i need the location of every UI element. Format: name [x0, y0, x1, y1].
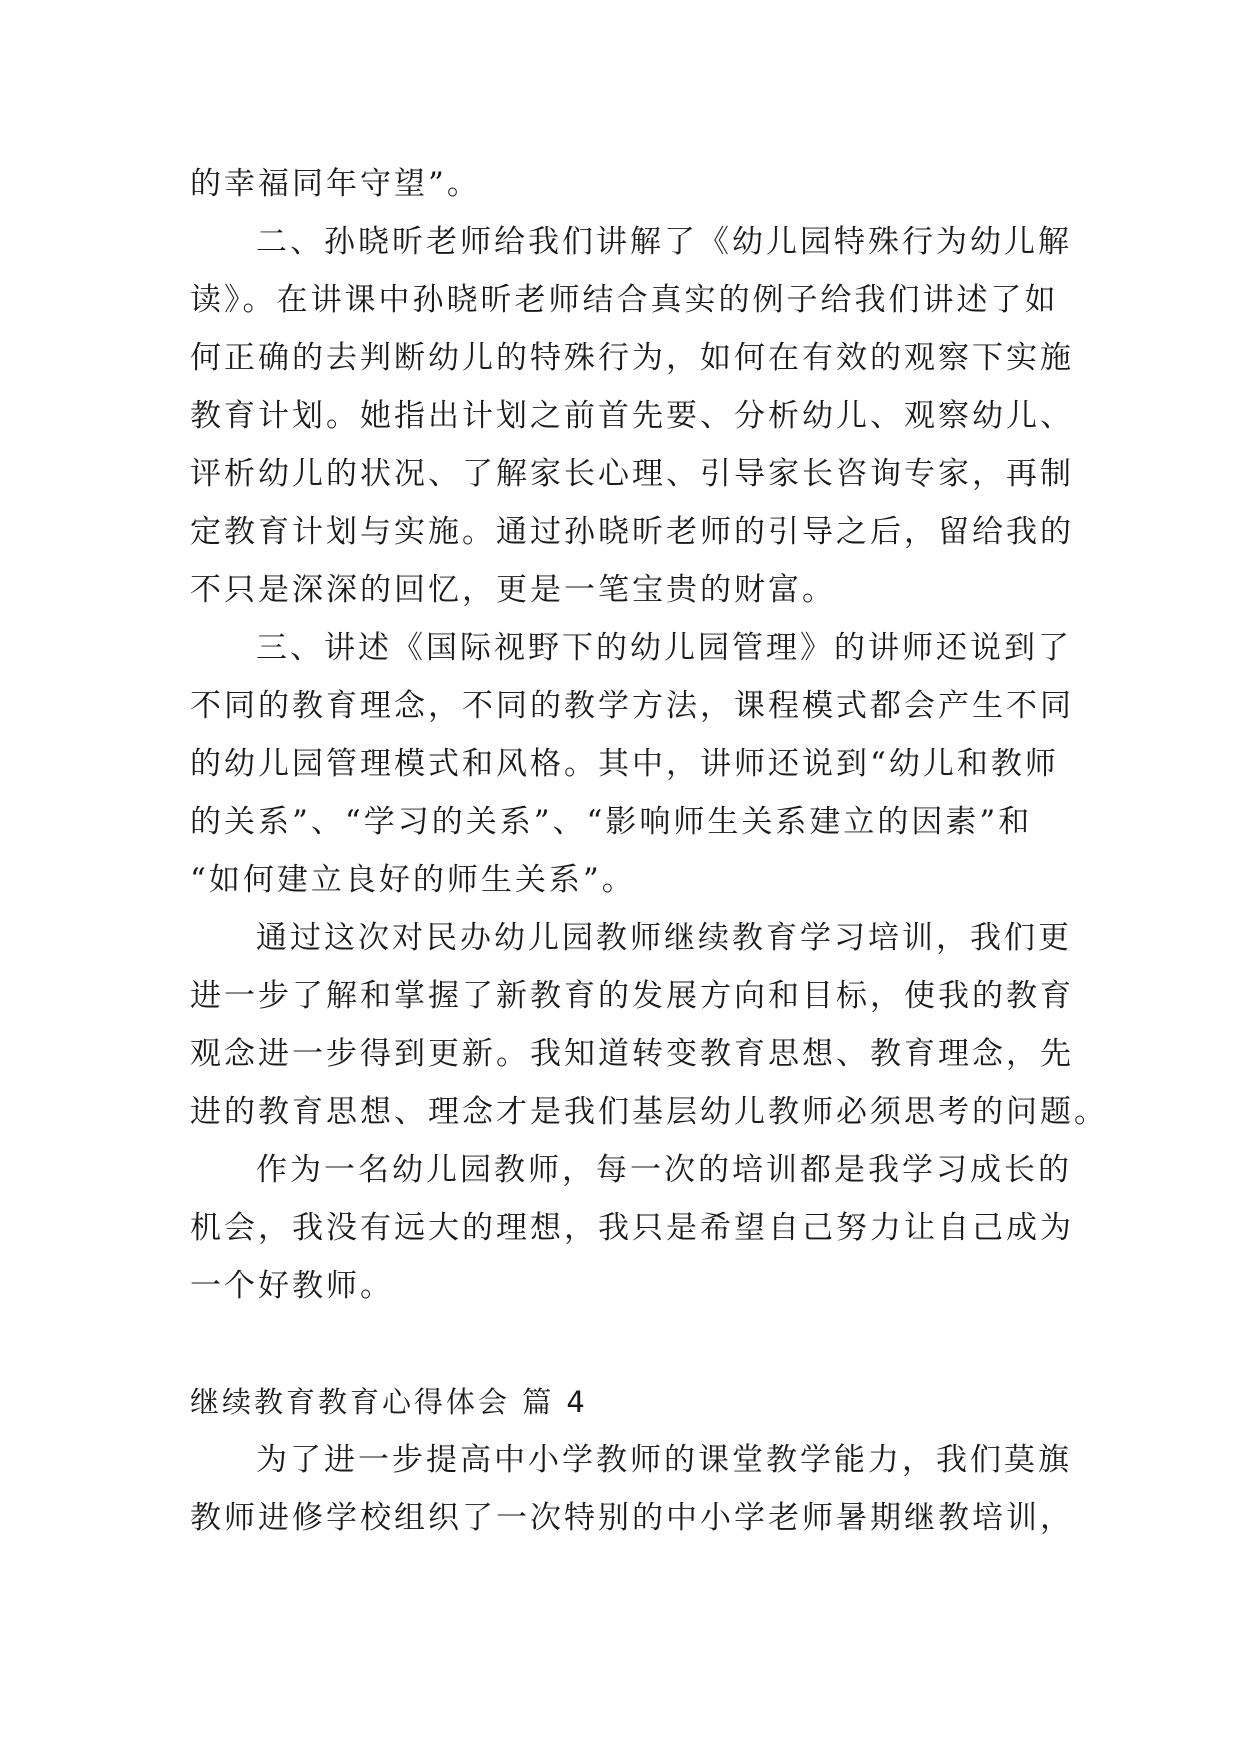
paragraph-line: 评析幼儿的状况、了解家长心理、引导家长咨询专家，再制	[190, 456, 1074, 492]
paragraph-line: 的幼儿园管理模式和风格。其中，讲师还说到“幼儿和教师	[190, 746, 1059, 782]
paragraph-line: 不同的教育理念，不同的教学方法，课程模式都会产生不同	[190, 688, 1074, 724]
paragraph-line: 读》。在讲课中孙晓昕老师结合真实的例子给我们讲述了如	[190, 282, 1059, 318]
document-body	[190, 155, 1108, 1547]
paragraph-line: 的幸福同年守望”。	[190, 166, 481, 202]
paragraph-line: 定教育计划与实施。通过孙晓昕老师的引导之后，留给我的	[190, 514, 1074, 550]
paragraph-line: 作为一名幼儿园教师，每一次的培训都是我学习成长的	[256, 1152, 1072, 1188]
paragraph-line: 进一步了解和掌握了新教育的发展方向和目标，使我的教育	[190, 978, 1074, 1014]
paragraph-5	[190, 1141, 1074, 1315]
paragraph-line: 不只是深深的回忆，更是一笔宝贵的财富。	[190, 572, 836, 608]
paragraph-line: 三、讲述《国际视野下的幼儿园管理》的讲师还说到了	[256, 630, 1072, 666]
paragraph-6	[190, 1431, 1074, 1547]
paragraph-line: 进的教育思想、理念才是我们基层幼儿教师必须思考的问题。	[190, 1094, 1108, 1130]
paragraph-1	[190, 155, 1070, 213]
paragraph-line: 一个好教师。	[190, 1268, 394, 1304]
paragraph-line: 通过这次对民办幼儿园教师继续教育学习培训，我们更	[256, 920, 1072, 956]
paragraph-4	[190, 909, 1108, 1141]
paragraph-line: 教育计划。她指出计划之前首先要、分析幼儿、观察幼儿、	[190, 398, 1074, 434]
paragraph-line: 机会，我没有远大的理想，我只是希望自己努力让自己成为	[190, 1210, 1074, 1246]
paragraph-line: “如何建立良好的师生关系”。	[190, 862, 636, 898]
section-heading: 继续教育教育心得体会 篇 4	[190, 1385, 588, 1419]
paragraph-3	[190, 619, 1074, 909]
paragraph-line: 二、孙晓昕老师给我们讲解了《幼儿园特殊行为幼儿解	[256, 224, 1072, 260]
paragraph-line: 为了进一步提高中小学教师的课堂教学能力，我们莫旗	[256, 1442, 1072, 1478]
paragraph-line: 教师进修学校组织了一次特别的中小学老师暑期继教培训，	[190, 1500, 1074, 1536]
paragraph-line: 观念进一步得到更新。我知道转变教育思想、教育理念，先	[190, 1036, 1074, 1072]
paragraph-line: 何正确的去判断幼儿的特殊行为，如何在有效的观察下实施	[190, 340, 1074, 376]
paragraph-2	[190, 213, 1074, 619]
paragraph-line: 的关系”、“学习的关系”、“影响师生关系建立的因素”和	[190, 804, 1033, 840]
